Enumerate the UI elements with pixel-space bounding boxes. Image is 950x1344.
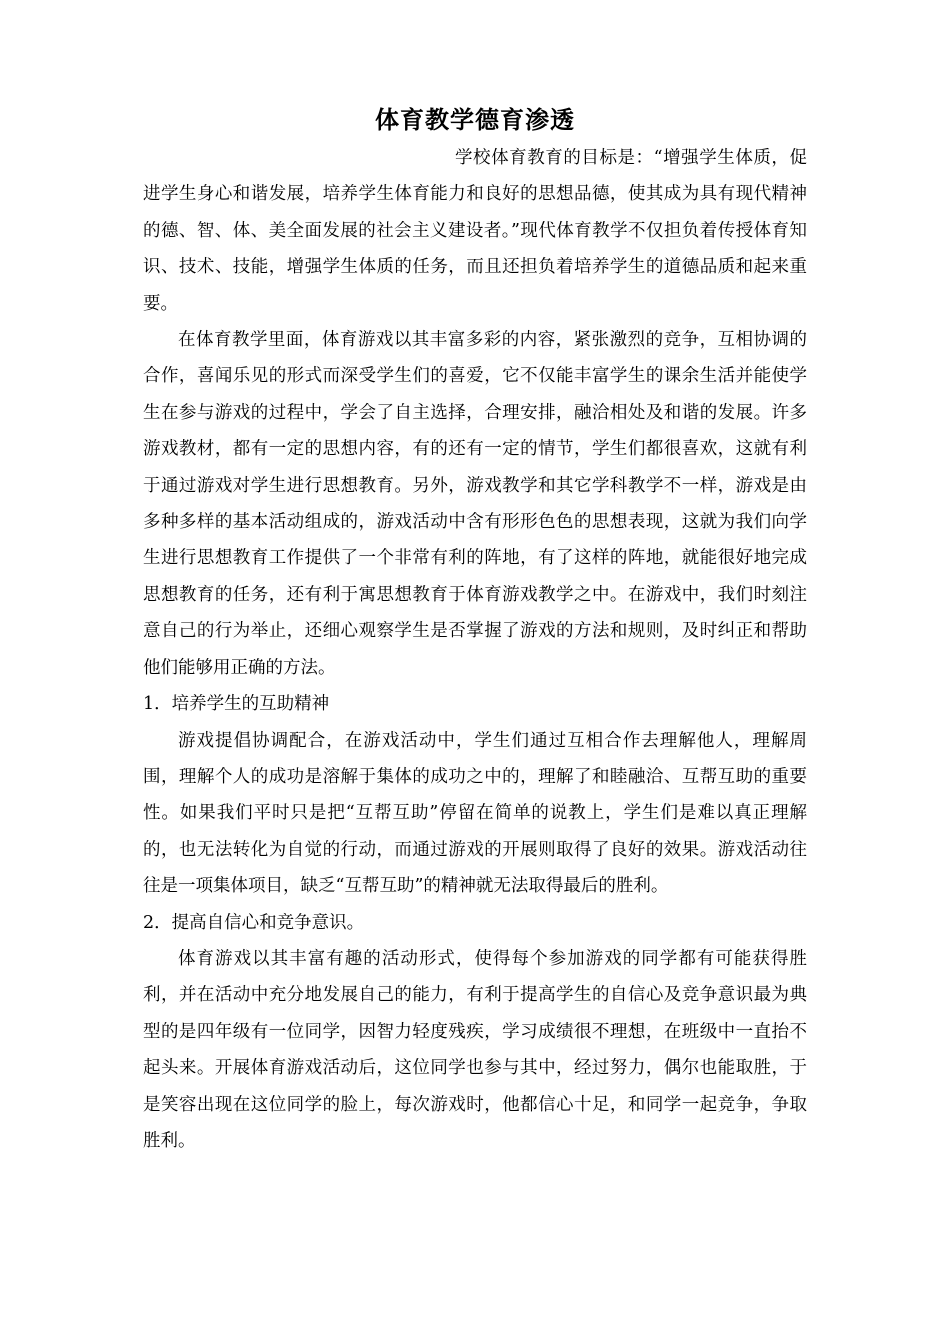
document-title: 体育教学德育渗透 xyxy=(375,106,575,134)
section-body-1: 游戏提倡协调配合，在游戏活动中，学生们通过互相合作去理解他人，理解周围，理解个人的成功是溶解于集体的成功之中的，理解了和睦融洽、互帮互助的重要性。如果我们平时只是把“互帮互助”停留在简单的说教上，学生们是难以真正理解的，也无法转化为自觉的行动，而通过游戏的开展则取得了良好的效果。游戏活动往往是一项集体项目，缺乏“互帮互助”的精神就无法取得最后的胜利。 xyxy=(143,730,807,897)
intro-paragraph: 学校体育教育的目标是：“增强学生体质，促进学生身心和谐发展，培养学生体育能力和良好的思想品德，使其成为具有现代精神的德、智、体、美全面发展的社会主义建设者。”现代体育教学不仅担负着传授体育知识、技术、技能，增强学生体质的任务，而且还担负着培养学生的道德品质和起来重要。 xyxy=(143,148,807,314)
section-heading-1: 1．培养学生的互助精神 xyxy=(143,694,330,715)
section-heading-2: 2．提高自信心和竞争意识。 xyxy=(143,912,365,933)
document-page xyxy=(143,100,807,1159)
body-paragraph: 在体育教学里面，体育游戏以其丰富多彩的内容，紧张激烈的竞争，互相协调的合作，喜闻乐见的形式而深受学生们的喜爱，它不仅能丰富学生的课余生活并能使学生在参与游戏的过程中，学会了自主选择，合理安排，融洽相处及和谐的发展。许多游戏教材，都有一定的思想内容，有的还有一定的情节，学生们都很喜欢，这就有利于通过游戏对学生进行思想教育。另外，游戏教学和其它学科教学不一样，游戏是由多种多样的基本活动组成的，游戏活动中含有形形色色的思想表现，这就为我们向学生进行思想教育工作提供了一个非常有利的阵地，有了这样的阵地，就能很好地完成思想教育的任务，还有利于寓思想教育于体育游戏教学之中。在游戏中，我们时刻注意自己的行为举止，还细心观察学生是否掌握了游戏的方法和规则，及时纠正和帮助他们能够用正确的方法。 xyxy=(143,330,807,678)
section-body-2: 体育游戏以其丰富有趣的活动形式，使得每个参加游戏的同学都有可能获得胜利，并在活动中充分地发展自己的能力，有利于提高学生的自信心及竞争意识最为典型的是四年级有一位同学，因智力轻度残疾，学习成绩很不理想，在班级中一直抬不起头来。开展体育游戏活动后，这位同学也参与其中，经过努力，偶尔也能取胜，于是笑容出现在这位同学的脸上，每次游戏时，他都信心十足，和同学一起竞争，争取胜利。 xyxy=(143,948,807,1151)
